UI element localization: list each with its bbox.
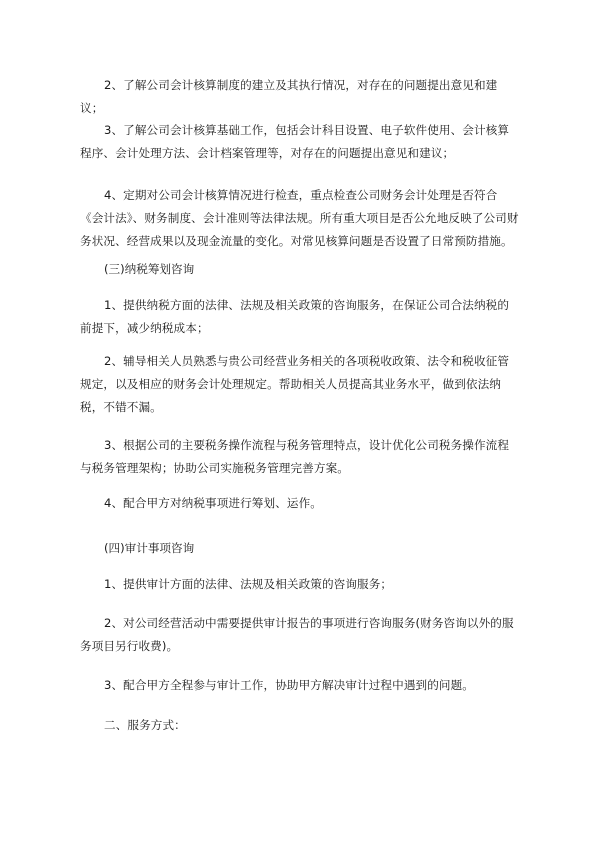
paragraph-audit-2: 2、对公司经营活动中需要提供审计报告的事项进行咨询服务(财务咨询以外的服务项目另行收费)。 bbox=[80, 616, 514, 653]
section-heading-service-method: 二、服务方式： bbox=[104, 718, 186, 732]
section-heading-audit: (四)审计事项咨询 bbox=[104, 541, 195, 555]
paragraph-tax-1: 1、提供纳税方面的法律、法规及相关政策的咨询服务，在保证公司合法纳税的前提下，减少纳税成本； bbox=[80, 298, 510, 335]
paragraph-audit-1: 1、提供审计方面的法律、法规及相关政策的咨询服务； bbox=[104, 577, 393, 591]
paragraph-tax-2: 2、辅导相关人员熟悉与贵公司经营业务相关的各项税收政策、法令和税收征管规定，以及相应的财务会计处理规定。帮助相关人员提高其业务水平，做到依法纳税，不错不漏。 bbox=[80, 354, 510, 414]
paragraph-audit-3: 3、配合甲方全程参与审计工作，协助甲方解决审计过程中遇到的问题。 bbox=[104, 678, 474, 692]
paragraph-tax-4: 4、配合甲方对纳税事项进行筹划、运作。 bbox=[104, 496, 322, 510]
paragraph-item-2: 2、了解公司会计核算制度的建立及其执行情况，对存在的问题提出意见和建议； bbox=[80, 78, 498, 115]
paragraph-tax-3: 3、根据公司的主要税务操作流程与税务管理特点，设计优化公司税务操作流程与税务管理架构；协助公司实施税务管理完善方案。 bbox=[80, 438, 510, 475]
paragraph-item-3: 3、了解公司会计核算基础工作，包括会计科目设置、电子软件使用、会计核算程序、会计处理方法、会计档案管理等，对存在的问题提出意见和建议； bbox=[80, 123, 510, 160]
paragraph-item-4: 4、定期对公司会计核算情况进行检查，重点检查公司财务会计处理是否符合《会计法》、财务制度、会计准则等法律法规。所有重大项目是否公允地反映了公司财务状况、经营成果以及现金流量的变化。对常见核算问题是否设置了日常预防措施。 bbox=[80, 188, 519, 248]
section-heading-tax-planning: (三)纳税筹划咨询 bbox=[104, 262, 195, 276]
